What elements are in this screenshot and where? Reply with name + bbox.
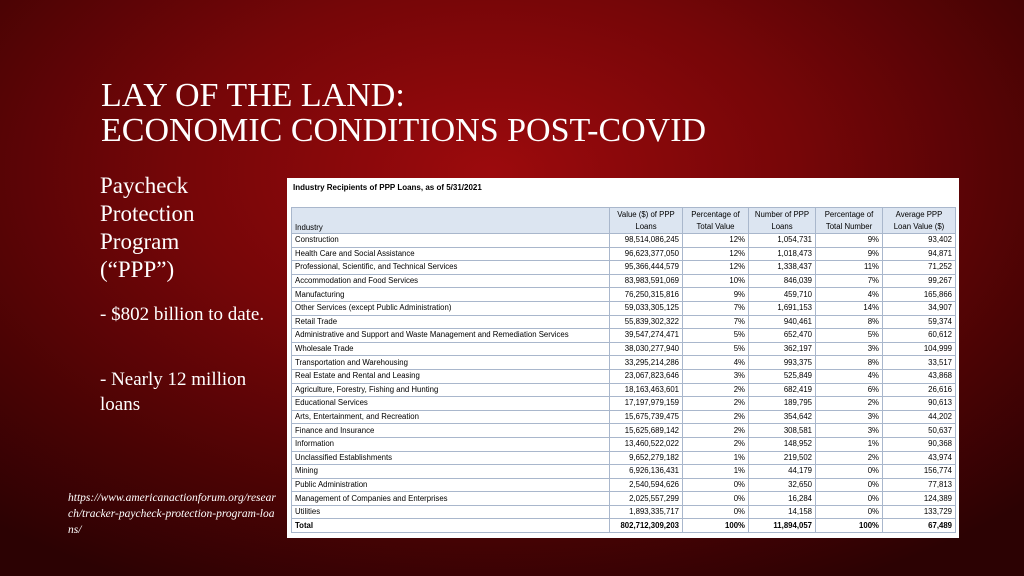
cell-industry: Management of Companies and Enterprises xyxy=(292,492,610,506)
cell-pct-number: 0% xyxy=(816,478,883,492)
cell-pct-value: 2% xyxy=(683,410,749,424)
cell-value: 13,460,522,022 xyxy=(610,437,683,451)
cell-number: 1,338,437 xyxy=(749,261,816,275)
cell-number: 14,158 xyxy=(749,505,816,519)
cell-industry: Wholesale Trade xyxy=(292,342,610,356)
cell-average: 50,637 xyxy=(883,424,956,438)
ppp-line: (“PPP”) xyxy=(100,257,175,282)
cell-pct-value: 2% xyxy=(683,397,749,411)
cell-value: 83,983,591,069 xyxy=(610,274,683,288)
cell-average: 93,402 xyxy=(883,234,956,248)
cell-average: 26,616 xyxy=(883,383,956,397)
bullet-billion: - $802 billion to date. xyxy=(100,304,265,325)
cell-average: 156,774 xyxy=(883,465,956,479)
table-total-row xyxy=(292,519,956,533)
cell-value: 98,514,086,245 xyxy=(610,234,683,248)
cell-pct-value: 7% xyxy=(683,301,749,315)
table-row xyxy=(292,247,956,261)
cell-pct-value: 5% xyxy=(683,329,749,343)
cell-pct-value: 10% xyxy=(683,274,749,288)
cell-pct-value: 12% xyxy=(683,261,749,275)
slide-title-line1: LAY OF THE LAND: xyxy=(101,77,405,114)
table-header-row xyxy=(292,208,956,234)
cell-average: 33,517 xyxy=(883,356,956,370)
cell-pct-number: 0% xyxy=(816,492,883,506)
cell-number: 362,197 xyxy=(749,342,816,356)
cell-pct-value: 3% xyxy=(683,369,749,383)
cell-pct-value: 2% xyxy=(683,424,749,438)
cell-industry: Administrative and Support and Waste Management and Remediation Services xyxy=(292,329,610,343)
total-cell-average: 67,489 xyxy=(883,519,956,533)
cell-number: 459,710 xyxy=(749,288,816,302)
cell-pct-value: 2% xyxy=(683,437,749,451)
total-cell-industry: Total xyxy=(292,519,610,533)
cell-industry: Other Services (except Public Administration) xyxy=(292,301,610,315)
cell-value: 23,067,823,646 xyxy=(610,369,683,383)
cell-value: 76,250,315,816 xyxy=(610,288,683,302)
cell-value: 15,625,689,142 xyxy=(610,424,683,438)
cell-number: 1,691,153 xyxy=(749,301,816,315)
cell-pct-number: 9% xyxy=(816,234,883,248)
cell-average: 99,267 xyxy=(883,274,956,288)
cell-pct-number: 6% xyxy=(816,383,883,397)
cell-pct-number: 4% xyxy=(816,288,883,302)
table-row xyxy=(292,410,956,424)
cell-number: 1,018,473 xyxy=(749,247,816,261)
cell-average: 104,999 xyxy=(883,342,956,356)
cell-number: 44,179 xyxy=(749,465,816,479)
cell-industry: Accommodation and Food Services xyxy=(292,274,610,288)
cell-average: 90,613 xyxy=(883,397,956,411)
cell-pct-value: 7% xyxy=(683,315,749,329)
cell-value: 96,623,377,050 xyxy=(610,247,683,261)
header-average: Average PPP Loan Value ($) xyxy=(883,208,956,234)
header-industry: Industry xyxy=(292,208,610,234)
header-pct-number: Percentage of Total Number xyxy=(816,208,883,234)
table-row xyxy=(292,234,956,248)
cell-average: 44,202 xyxy=(883,410,956,424)
cell-pct-value: 0% xyxy=(683,492,749,506)
cell-industry: Real Estate and Rental and Leasing xyxy=(292,369,610,383)
cell-industry: Manufacturing xyxy=(292,288,610,302)
table-row xyxy=(292,261,956,275)
cell-pct-number: 11% xyxy=(816,261,883,275)
total-cell-pct-value: 100% xyxy=(683,519,749,533)
table-row xyxy=(292,424,956,438)
cell-pct-number: 2% xyxy=(816,397,883,411)
slide-title-line2: ECONOMIC CONDITIONS POST-COVID xyxy=(101,112,707,149)
cell-pct-value: 0% xyxy=(683,478,749,492)
cell-pct-number: 4% xyxy=(816,369,883,383)
cell-number: 993,375 xyxy=(749,356,816,370)
ppp-line: Paycheck xyxy=(100,173,189,198)
cell-number: 846,039 xyxy=(749,274,816,288)
cell-industry: Agriculture, Forestry, Fishing and Hunting xyxy=(292,383,610,397)
cell-number: 940,461 xyxy=(749,315,816,329)
cell-pct-number: 3% xyxy=(816,410,883,424)
cell-pct-value: 5% xyxy=(683,342,749,356)
cell-value: 15,675,739,475 xyxy=(610,410,683,424)
table-title: Industry Recipients of PPP Loans, as of 5/31/2021 xyxy=(293,183,482,192)
cell-average: 77,813 xyxy=(883,478,956,492)
cell-average: 59,374 xyxy=(883,315,956,329)
cell-pct-number: 0% xyxy=(816,505,883,519)
table-row xyxy=(292,492,956,506)
cell-value: 18,163,463,601 xyxy=(610,383,683,397)
cell-pct-value: 12% xyxy=(683,234,749,248)
cell-value: 6,926,136,431 xyxy=(610,465,683,479)
cell-pct-value: 12% xyxy=(683,247,749,261)
table-row xyxy=(292,397,956,411)
cell-number: 189,795 xyxy=(749,397,816,411)
cell-pct-number: 8% xyxy=(816,315,883,329)
cell-value: 17,197,979,159 xyxy=(610,397,683,411)
table-row xyxy=(292,437,956,451)
cell-pct-number: 8% xyxy=(816,356,883,370)
cell-industry: Transportation and Warehousing xyxy=(292,356,610,370)
cell-pct-value: 4% xyxy=(683,356,749,370)
cell-number: 682,419 xyxy=(749,383,816,397)
cell-pct-number: 3% xyxy=(816,424,883,438)
cell-industry: Professional, Scientific, and Technical Services xyxy=(292,261,610,275)
cell-industry: Utilities xyxy=(292,505,610,519)
cell-industry: Arts, Entertainment, and Recreation xyxy=(292,410,610,424)
cell-value: 1,893,335,717 xyxy=(610,505,683,519)
table-row xyxy=(292,465,956,479)
header-number: Number of PPP Loans xyxy=(749,208,816,234)
source-link[interactable]: https://www.americanactionforum.org/research/tracker-paycheck-protection-program-loans/ xyxy=(68,492,276,536)
cell-value: 59,033,305,125 xyxy=(610,301,683,315)
total-cell-pct-number: 100% xyxy=(816,519,883,533)
table-row xyxy=(292,451,956,465)
ppp-heading xyxy=(100,172,260,284)
cell-industry: Construction xyxy=(292,234,610,248)
cell-value: 38,030,277,940 xyxy=(610,342,683,356)
ppp-line: Protection xyxy=(100,201,195,226)
cell-average: 124,389 xyxy=(883,492,956,506)
cell-value: 55,839,302,322 xyxy=(610,315,683,329)
cell-pct-number: 5% xyxy=(816,329,883,343)
header-value: Value ($) of PPP Loans xyxy=(610,208,683,234)
cell-industry: Health Care and Social Assistance xyxy=(292,247,610,261)
cell-value: 2,025,557,299 xyxy=(610,492,683,506)
cell-industry: Public Administration xyxy=(292,478,610,492)
cell-value: 95,366,444,579 xyxy=(610,261,683,275)
cell-number: 148,952 xyxy=(749,437,816,451)
cell-number: 16,284 xyxy=(749,492,816,506)
table-row xyxy=(292,315,956,329)
cell-pct-number: 14% xyxy=(816,301,883,315)
table-row xyxy=(292,288,956,302)
cell-value: 9,652,279,182 xyxy=(610,451,683,465)
cell-value: 2,540,594,626 xyxy=(610,478,683,492)
ppp-line: Program xyxy=(100,229,180,254)
slide-title xyxy=(101,78,901,148)
table-row xyxy=(292,369,956,383)
table-row xyxy=(292,342,956,356)
header-pct-value: Percentage of Total Value xyxy=(683,208,749,234)
cell-pct-number: 2% xyxy=(816,451,883,465)
table-row xyxy=(292,274,956,288)
table-row xyxy=(292,301,956,315)
cell-pct-number: 7% xyxy=(816,274,883,288)
cell-industry: Retail Trade xyxy=(292,315,610,329)
cell-average: 90,368 xyxy=(883,437,956,451)
table-row xyxy=(292,383,956,397)
cell-pct-value: 1% xyxy=(683,465,749,479)
cell-pct-number: 1% xyxy=(816,437,883,451)
cell-number: 525,849 xyxy=(749,369,816,383)
cell-average: 43,974 xyxy=(883,451,956,465)
cell-number: 652,470 xyxy=(749,329,816,343)
cell-pct-value: 9% xyxy=(683,288,749,302)
cell-pct-number: 3% xyxy=(816,342,883,356)
cell-pct-number: 0% xyxy=(816,465,883,479)
cell-industry: Finance and Insurance xyxy=(292,424,610,438)
cell-industry: Unclassified Establishments xyxy=(292,451,610,465)
cell-average: 43,868 xyxy=(883,369,956,383)
cell-pct-value: 0% xyxy=(683,505,749,519)
cell-value: 39,547,274,471 xyxy=(610,329,683,343)
ppp-industry-table xyxy=(291,207,956,533)
cell-value: 33,295,214,286 xyxy=(610,356,683,370)
cell-industry: Information xyxy=(292,437,610,451)
cell-average: 60,612 xyxy=(883,329,956,343)
cell-average: 34,907 xyxy=(883,301,956,315)
ppp-table-image xyxy=(287,178,959,538)
cell-average: 94,871 xyxy=(883,247,956,261)
total-cell-number: 11,894,057 xyxy=(749,519,816,533)
cell-average: 71,252 xyxy=(883,261,956,275)
table-body xyxy=(292,234,956,533)
cell-number: 32,650 xyxy=(749,478,816,492)
cell-average: 133,729 xyxy=(883,505,956,519)
cell-number: 219,502 xyxy=(749,451,816,465)
table-row xyxy=(292,505,956,519)
bullet-loans: - Nearly 12 million loans xyxy=(100,369,247,415)
cell-pct-value: 2% xyxy=(683,383,749,397)
cell-pct-number: 9% xyxy=(816,247,883,261)
cell-industry: Mining xyxy=(292,465,610,479)
cell-number: 308,581 xyxy=(749,424,816,438)
cell-number: 354,642 xyxy=(749,410,816,424)
cell-average: 165,866 xyxy=(883,288,956,302)
cell-industry: Educational Services xyxy=(292,397,610,411)
table-row xyxy=(292,478,956,492)
cell-pct-value: 1% xyxy=(683,451,749,465)
table-row xyxy=(292,356,956,370)
table-row xyxy=(292,329,956,343)
cell-number: 1,054,731 xyxy=(749,234,816,248)
total-cell-value: 802,712,309,203 xyxy=(610,519,683,533)
